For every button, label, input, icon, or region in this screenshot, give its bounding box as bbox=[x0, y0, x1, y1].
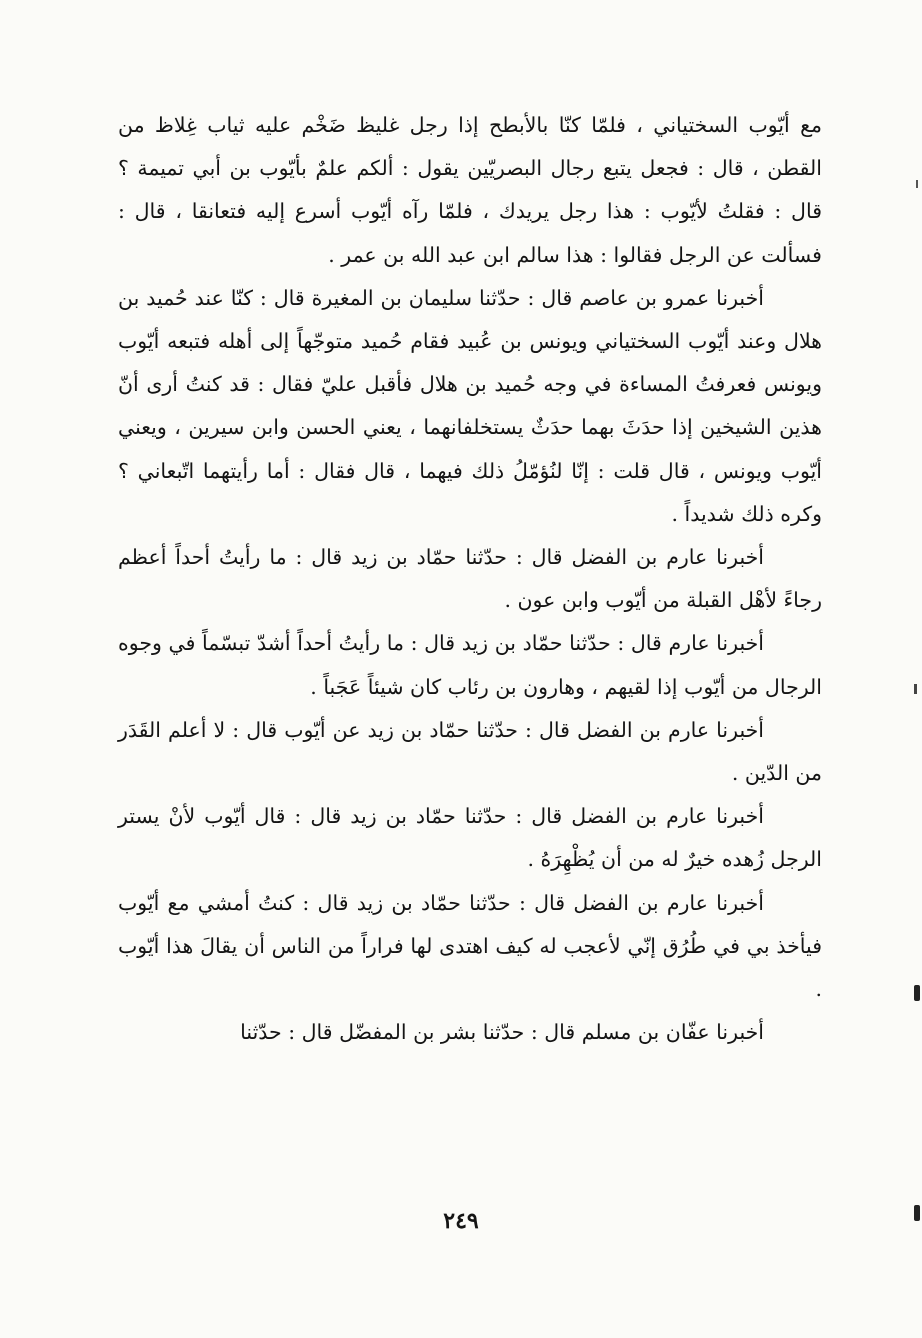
paragraph-8: أخبرنا عفّان بن مسلم قال : حدّثنا بشر بن المفضّل قال : حدّثنا bbox=[240, 1020, 764, 1045]
paragraph-1: مع أيّوب السختياني ، فلمّا كنّا بالأبطح إذا رجل غليظ ضَخْم عليه ثياب غِلاظ من القطن ، قال : فجعل يتبع رجال البصريّين يقول : ألكم علمٌ بأيّوب بن أبي تميمة ؟ قال : فقلتُ لأيّوب : هذا رجل يريدك ، فلمّا رآه أيّوب أسرع إليه فتعانقا ، قال : فسألت عن الرجل فقالوا : هذا سالم ابن عبد الله بن عمر . bbox=[118, 113, 822, 267]
scan-edge-mark bbox=[914, 684, 917, 694]
page-number: ٢٤٩ bbox=[443, 1208, 479, 1234]
paragraph-2: أخبرنا عمرو بن عاصم قال : حدّثنا سليمان بن المغيرة قال : كنّا عند حُميد بن هلال وعند أيّوب السختياني ويونس بن عُبيد فقام حُميد متوجّهاً إلى أهله فتبعه أيّوب ويونس فعرفتُ المساءة في وجه حُميد بن هلال فأقبل عليّ فقال : قد كنتُ أرى أنّ هذين الشيخين إذا حدَثَ بهما حدَثٌ يستخلفانهما ، يعني الحسن وابن سيرين ، ويعني أيّوب ويونس ، قال قلت : إنّا لنُؤمّلُ ذلك فيهما ، قال فقال : أما رأيتهما اتّبعاني ؟ وكره ذلك شديداً . bbox=[118, 285, 822, 526]
scan-edge-mark bbox=[914, 1205, 920, 1221]
body-text bbox=[118, 104, 822, 1054]
scan-edge-mark bbox=[916, 180, 918, 188]
scan-edge-mark bbox=[914, 985, 920, 1001]
paragraph-3: أخبرنا عارم بن الفضل قال : حدّثنا حمّاد بن زيد قال : ما رأيتُ أحداً أعظم رجاءً لأهْل القبلة من أيّوب وابن عون . bbox=[118, 545, 822, 613]
paragraph-4: أخبرنا عارم قال : حدّثنا حمّاد بن زيد قال : ما رأيتُ أحداً أشدّ تبسّماً في وجوه الرجال من أيّوب إذا لقيهم ، وهارون بن رئاب كان شيئاً عَجَباً . bbox=[118, 631, 822, 699]
paragraph-5: أخبرنا عارم بن الفضل قال : حدّثنا حمّاد بن زيد عن أيّوب قال : لا أعلم القَدَر من الدّين . bbox=[118, 717, 822, 786]
paragraph-6: أخبرنا عارم بن الفضل قال : حدّثنا حمّاد بن زيد قال : قال أيّوب لأنْ يستر الرجل زُهده خيرٌ له من أن يُظْهِرَهُ . bbox=[118, 804, 822, 872]
paragraph-7: أخبرنا عارم بن الفضل قال : حدّثنا حمّاد بن زيد قال : كنتُ أمشي مع أيّوب فيأخذ بي في طُرُق إنّي لأعجب له كيف اهتدى لها فراراً من الناس أن يقالَ هذا أيّوب . bbox=[118, 890, 822, 1002]
